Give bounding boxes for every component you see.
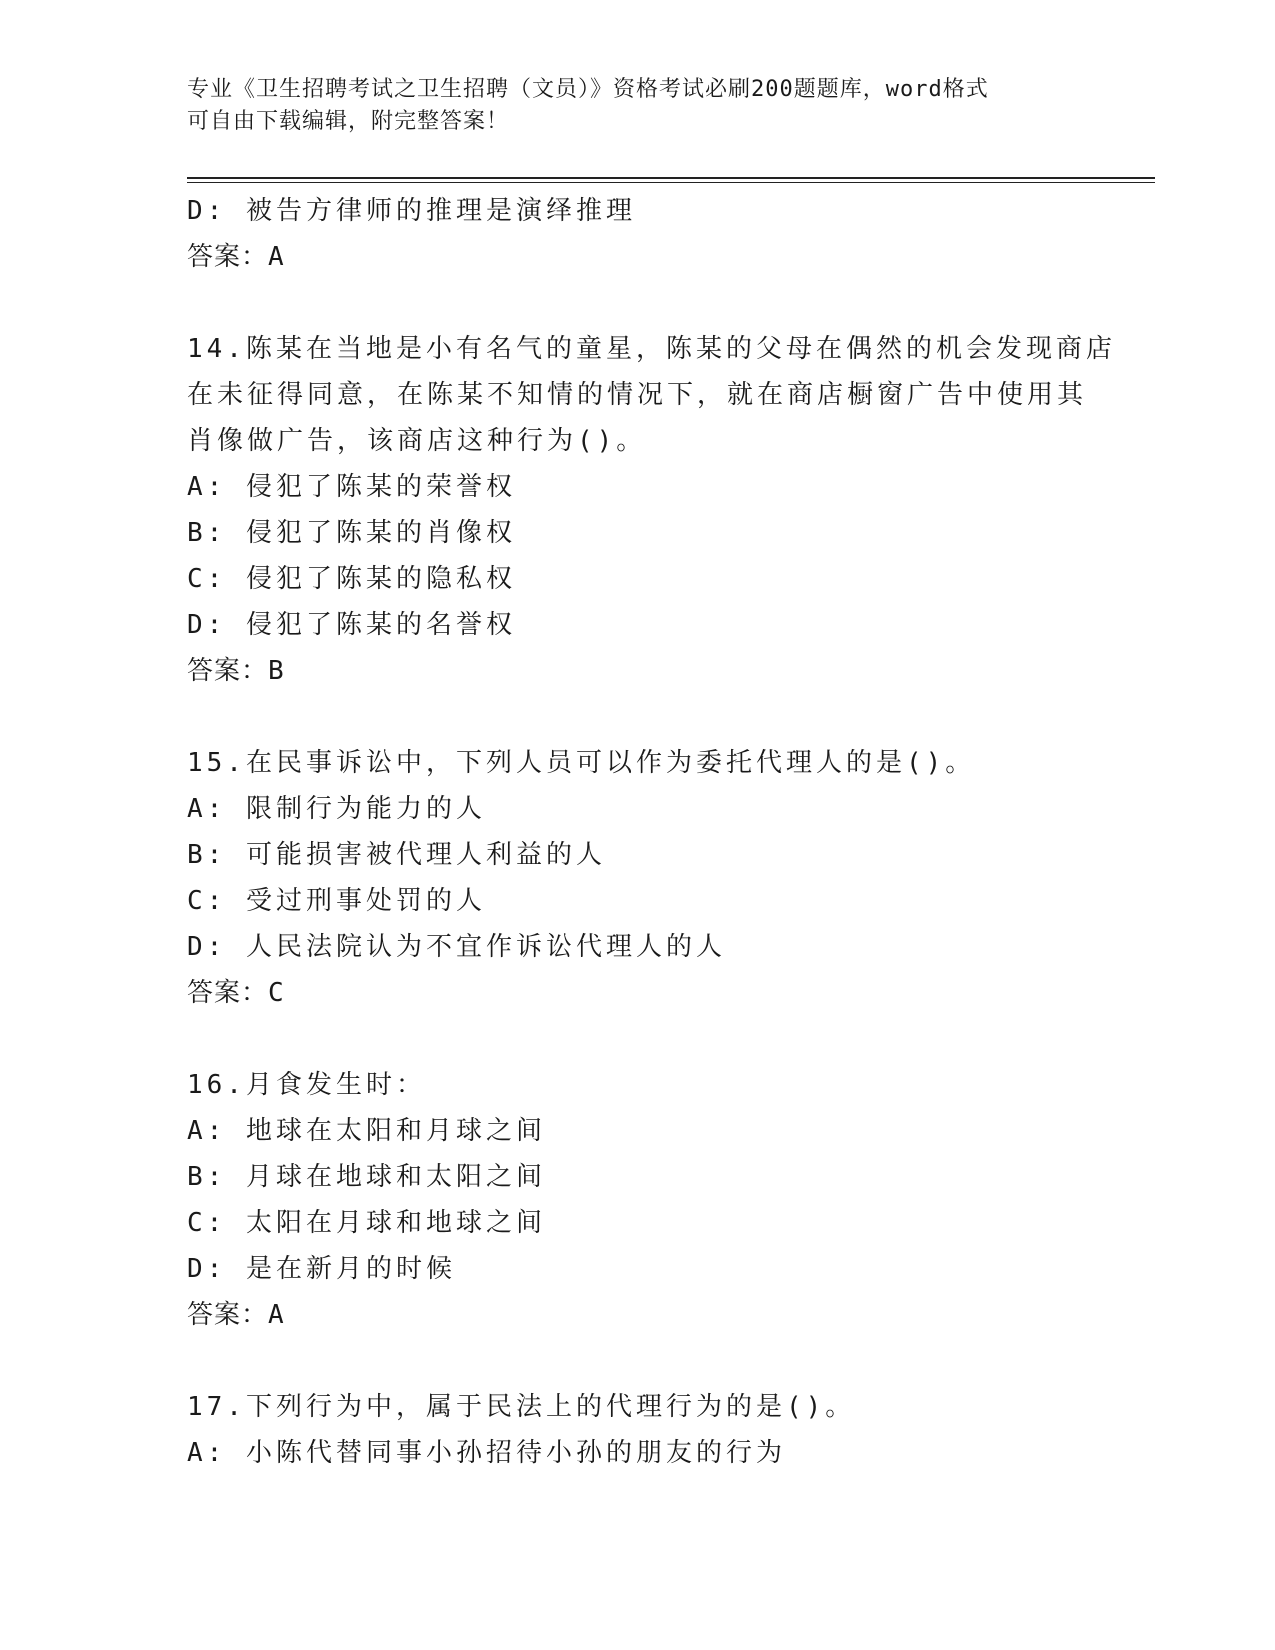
option-d: D: 人民法院认为不宜作诉讼代理人的人 xyxy=(187,932,726,962)
question-list xyxy=(187,188,1116,1476)
header-rule-thin xyxy=(187,182,1155,183)
option-c: C: 太阳在月球和地球之间 xyxy=(187,1208,546,1238)
answer-label: 答案：B xyxy=(187,656,285,686)
document-header xyxy=(187,74,1087,138)
option-c: C: 受过刑事处罚的人 xyxy=(187,886,486,916)
option-a: A: 侵犯了陈某的荣誉权 xyxy=(187,472,516,502)
header-title-line-2: 可自由下载编辑，附完整答案！ xyxy=(187,109,510,134)
question-stem: 17.下列行为中，属于民法上的代理行为的是()。 xyxy=(187,1392,856,1422)
question-16 xyxy=(187,1062,1087,1338)
question-14 xyxy=(187,326,1116,694)
question-stem: 14.陈某在当地是小有名气的童星，陈某的父母在偶然的机会发现商店 xyxy=(187,334,1116,364)
question-17 xyxy=(187,1384,1087,1476)
option-c: C: 侵犯了陈某的隐私权 xyxy=(187,564,516,594)
option-d: D: 被告方律师的推理是演绎推理 xyxy=(187,196,636,226)
option-a: A: 地球在太阳和月球之间 xyxy=(187,1116,546,1146)
answer-label: 答案：A xyxy=(187,242,285,272)
header-title-line-1: 专业《卫生招聘考试之卫生招聘（文员）》资格考试必刷200题题库，word格式 xyxy=(187,77,989,102)
option-a: A: 小陈代替同事小孙招待小孙的朋友的行为 xyxy=(187,1438,786,1468)
question-15 xyxy=(187,740,1087,1016)
option-b: B: 可能损害被代理人利益的人 xyxy=(187,840,606,870)
question-stem: 16.月食发生时： xyxy=(187,1070,426,1100)
question-13-tail xyxy=(187,188,1087,280)
header-rule-thick xyxy=(187,177,1155,179)
option-a: A: 限制行为能力的人 xyxy=(187,794,486,824)
option-b: B: 侵犯了陈某的肖像权 xyxy=(187,518,516,548)
question-stem: 15.在民事诉讼中，下列人员可以作为委托代理人的是()。 xyxy=(187,748,976,778)
answer-label: 答案：A xyxy=(187,1300,285,1330)
option-d: D: 侵犯了陈某的名誉权 xyxy=(187,610,516,640)
question-stem: 在未征得同意，在陈某不知情的情况下，就在商店橱窗广告中使用其 xyxy=(187,380,1088,410)
answer-label: 答案：C xyxy=(187,978,285,1008)
question-stem: 肖像做广告，该商店这种行为()。 xyxy=(187,426,647,456)
option-d: D: 是在新月的时候 xyxy=(187,1254,456,1284)
option-b: B: 月球在地球和太阳之间 xyxy=(187,1162,546,1192)
